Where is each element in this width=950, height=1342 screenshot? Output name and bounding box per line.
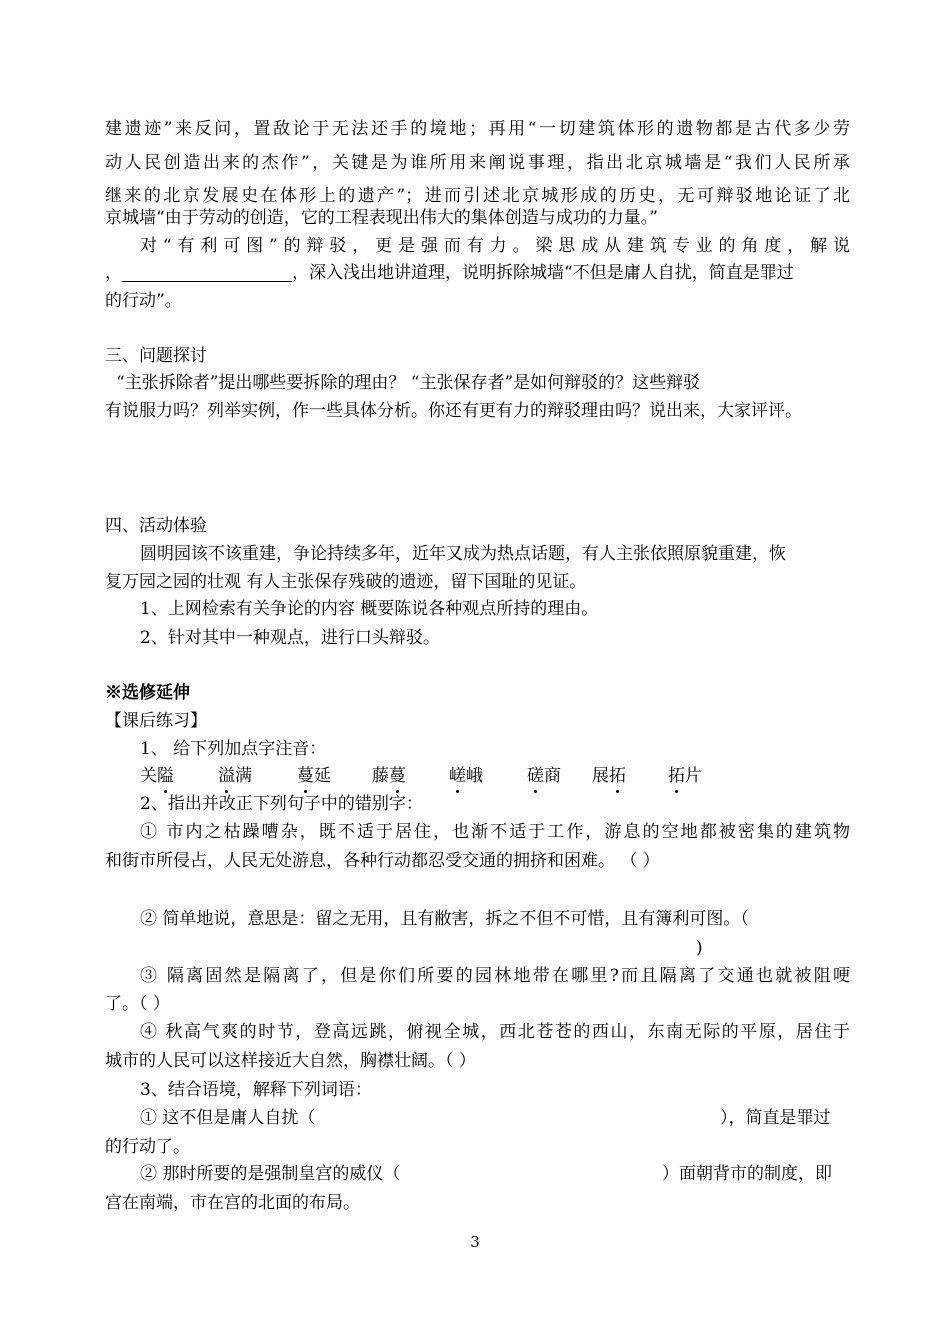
term-2-prefix: ② 那时所要的是强制皇宫的 [140,1164,350,1184]
word-char: 峨 [466,766,483,786]
dotted-char: 扰 [281,1105,298,1131]
section-3-line-1: “主张拆除者”提出哪些要拆除的理由？ “主张保存者”是如何辩驳的？这些辩驳 [116,373,701,393]
dotted-char: 拓 [609,763,626,789]
term-2-suffix: ）面朝背市的制度，即 [662,1164,832,1184]
dotted-char: 隘 [157,763,174,789]
dotted-char: 庸 [230,1105,247,1131]
pinyin-word [140,763,174,789]
pinyin-word [449,763,483,789]
dotted-char: 蔓 [297,763,314,789]
dotted-char: 威 [349,1161,366,1187]
para-1-line-1: 建遗迹”来反问，置敌论于无法还手的境地；再用“一切建筑体形的遗物都是古代多少劳 [105,119,850,139]
word-char: 展 [592,766,609,786]
section-3-line-2: 有说服力吗？列举实例，作一些具体分析。你还有更有力的辩驳理由吗？说出来，大家评评。 [105,401,802,421]
answer-blank [122,263,292,282]
section-3-heading: 三、问题探讨 [105,346,207,366]
section-4-line-2: 复万园之园的壮观 有人主张保存残破的遗迹，留下国耻的见证。 [105,572,587,592]
pinyin-word [592,763,626,789]
question-2: 2、指出并改正下列句子中的错别字： [140,794,423,814]
dotted-char: 溢 [218,763,235,789]
term-1-line-2: 的行动了。 [105,1137,190,1157]
term-1-prefix: ① 这不但是 [140,1108,231,1128]
para-1-line-2: 动人民创造出来的杰作”，关键是为谁所用来阐说事理，指出北京城墙是“我们人民所承 [105,153,850,173]
dotted-char: 拓 [668,763,685,789]
para-2-line-3: 的行动”。 [105,291,182,311]
section-4-line-1: 圆明园该不该重建，争论持续多年，近年又成为热点话题，有人主张依照原貌重建，恢 [140,544,786,564]
word-char: 藤 [372,766,389,786]
para-1-line-3: 继来的北京发展史在体形上的遗产”；进而引述北京城形成的历史，无可辩驳地论证了北 [105,186,850,206]
term-2-dotted-word [349,1164,383,1184]
dotted-char: 自 [264,1105,281,1131]
sentence-4-line-2: 城市的人民可以这样接近大自然，胸襟壮阔。（ ） [105,1051,476,1071]
sentence-2-line-2: ) [696,938,703,958]
sentence-3-line-2: 了。（ ） [105,994,170,1014]
para-2-line-1: 对“有利可图”的辩驳，更是强而有力。梁思成从建筑专业的角度，解说 [140,236,850,256]
dotted-char: 蔓 [389,763,406,789]
sentence-2-line-1: ② 简单地说，意思是：留之无用，且有敝害，拆之不但不可惜，且有簿利可图。（ [140,909,749,929]
word-char: 关 [140,766,157,786]
pinyin-word [372,763,406,789]
para-2-line-2 [105,260,850,286]
word-char: 满 [235,766,252,786]
word-char: 片 [685,766,702,786]
dotted-char: 磋 [527,763,544,789]
term-2-open-paren: （ [383,1164,401,1184]
sentence-3-line-1: ③ 隔离固然是隔离了，但是你们所要的园林地带在哪里?而且隔离了交通也就被阻哽 [140,966,850,986]
pinyin-word [218,763,252,789]
sentence-1-line-2: 和街市所侵占，人民无处游息，各种行动都忍受交通的拥挤和困难。 （ ） [105,851,660,871]
question-3: 3、结合语境，解释下列词语： [140,1080,372,1100]
term-1-dotted-word [230,1108,298,1128]
pinyin-word [668,763,702,789]
para-1-line-4: 京城墙“由于劳动的创造，它的工程表现出伟大的集体创造与成功的力量。” [105,208,658,228]
para-2-line-2-text: ，深入浅出地讲道理，说明拆除城墙“不但是庸人自扰，简直是罪过 [292,263,794,283]
para-2-comma: ， [105,263,122,283]
question-1: 1、 给下列加点字注音： [140,739,327,759]
pinyin-word [527,763,561,789]
dotted-char: 人 [247,1105,264,1131]
word-char: 延 [314,766,331,786]
extension-heading: ※选修延伸 [105,683,190,703]
page-number: 3 [470,1233,480,1251]
sentence-1-line-1: ① 市内之枯躁嘈杂，既不适于居住，也渐不适于工作，游息的空地都被密集的建筑物 [140,822,850,842]
term-1-suffix: ），简直是罪过 [720,1108,831,1128]
dotted-char: 仪 [366,1161,383,1187]
term-1-open-paren: （ [298,1108,316,1128]
sentence-4-line-1: ④ 秋高气爽的时节，登高远跳，俯视全城，西北苍苍的西山，东南无际的平原，居住于 [140,1022,850,1042]
section-4-heading: 四、活动体验 [105,516,207,536]
exercise-subheading: 【课后练习】 [105,711,207,731]
section-4-item-1: 1、上网检索有关争论的内容 概要陈说各种观点所持的理由。 [140,599,599,619]
word-char: 商 [544,766,561,786]
term-2-line-2: 宫在南端，市在宫的北面的布局。 [105,1193,360,1213]
pinyin-word [297,763,331,789]
section-4-item-2: 2、针对其中一种观点，进行口头辩驳。 [140,628,440,648]
dotted-char: 嵯 [449,763,466,789]
